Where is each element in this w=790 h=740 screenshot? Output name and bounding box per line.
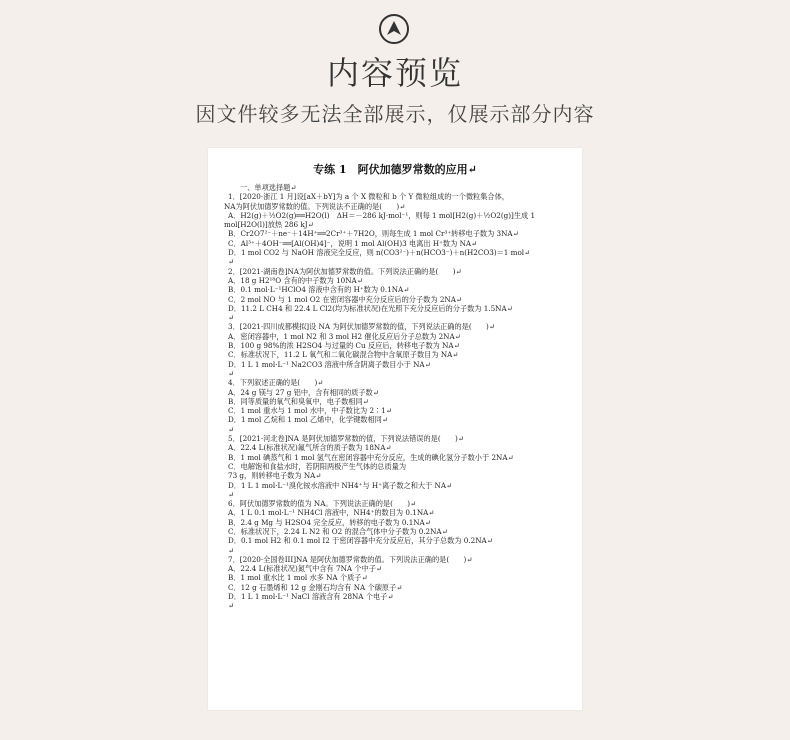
doc-line: 5．[2021·河北卷]NA 是阿伏加德罗常数的值，下列说法错误的是( )↵ <box>228 434 464 444</box>
doc-line: 7．[2020·全国卷III]NA 是阿伏加德罗常数的值。下列说法正确的是( )↵ <box>228 554 473 564</box>
document-body <box>208 183 582 611</box>
doc-line: 1．[2020·浙江 1 月]设[aX＋bY]为 a 个 X 微粒和 b 个 Y 微粒组成的一个微粒集合体， <box>228 192 509 202</box>
doc-line: B．100 g 98%的浓 H2SO4 与过量的 Cu 反应后，转移电子数为 NA↵ <box>228 341 460 351</box>
doc-line: ↵ <box>228 489 235 499</box>
doc-line: D．1 L 1 mol·L⁻¹ Na2CO3 溶液中所含阴离子数目小于 NA↵ <box>228 359 431 369</box>
doc-line: C．Al³⁺＋4OH⁻══[Al(OH)4]⁻，说明 1 mol Al(OH)3 电离出 H⁺数为 NA↵ <box>228 238 478 248</box>
document-preview <box>208 148 582 710</box>
doc-line: 6．阿伏加德罗常数的值为 NA。下列说法正确的是( )↵ <box>228 499 417 509</box>
doc-line: 2．[2021·湖南卷]NA为阿伏加德罗常数的值。下列说法正确的是( )↵ <box>228 266 462 276</box>
doc-line: D．0.1 mol H2 和 0.1 mol I2 于密闭容器中充分反应后，其分子总数为 0.2NA↵ <box>228 536 493 546</box>
doc-line: C．标准状况下，2.24 L N2 和 O2 的混合气体中分子数为 0.2NA↵ <box>228 526 448 536</box>
doc-line: A．24 g 镁与 27 g 铝中，含有相同的质子数↵ <box>228 387 379 397</box>
doc-line: C．12 g 石墨烯和 12 g 金刚石均含有 NA 个碳原子↵ <box>228 582 403 592</box>
doc-line: C．电解饱和食盐水时，若阴阳两极产生气体的总质量为 <box>228 461 407 471</box>
doc-line: D．1 L 1 mol·L⁻¹溴化铵水溶液中 NH4⁺与 H⁺离子数之和大于 NA↵ <box>228 480 453 490</box>
doc-line: ↵ <box>228 257 235 267</box>
doc-line: A．H2(g)＋½O2(g)══H2O(l) ΔH＝－286 kJ·mol⁻¹，则每 1 mol[H2(g)＋½O2(g)]生成 1 <box>228 210 536 220</box>
doc-line: D．1 L 1 mol·L⁻¹ NaCl 溶液含有 28NA 个电子↵ <box>228 592 394 602</box>
doc-line: B．2.4 g Mg 与 H2SO4 完全反应，转移的电子数为 0.1NA↵ <box>228 517 431 527</box>
doc-line: NA为阿伏加德罗常数的值。下列说法不正确的是( )↵ <box>224 201 406 211</box>
page-title: 内容预览 <box>326 54 463 92</box>
page-subtitle: 因文件较多无法全部展示，仅展示部分内容 <box>195 102 595 126</box>
doc-line: B．Cr2O7²⁻＋ne⁻＋14H⁺══2Cr³⁺＋7H2O，则每生成 1 mol Cr³⁺转移电子数为 3NA↵ <box>228 229 519 239</box>
doc-line: C．2 mol NO 与 1 mol O2 在密闭容器中充分反应后的分子数为 2NA↵ <box>228 294 462 304</box>
doc-line: ↵ <box>228 545 235 555</box>
doc-line: 4．下列叙述正确的是( )↵ <box>228 378 324 388</box>
doc-line: 一、单项选择题↵ <box>240 183 297 192</box>
doc-line: B．1 mol 重水比 1 mol 水多 NA 个质子↵ <box>228 573 368 583</box>
doc-line: A．22.4 L(标准状况)氟气所含的质子数为 18NA↵ <box>228 443 392 453</box>
doc-line: A．22.4 L(标准状况)氮气中含有 7NA 个中子↵ <box>228 564 382 574</box>
doc-line: ↵ <box>228 368 235 378</box>
doc-line: A．密闭容器中，1 mol N2 和 3 mol H2 催化反应后分子总数为 2NA↵ <box>228 331 461 341</box>
doc-line: A．1 L 0.1 mol·L⁻¹ NH4Cl 溶液中，NH4⁺的数目为 0.1NA↵ <box>228 508 435 518</box>
doc-line: C．1 mol 重水与 1 mol 水中，中子数比为 2∶1↵ <box>228 406 392 416</box>
doc-line: A．18 g H2¹⁸O 含有的中子数为 10NA↵ <box>228 275 363 285</box>
doc-line: D．1 mol CO2 与 NaOH 溶液完全反应，则 n(CO3²⁻)＋n(HCO3⁻)＋n(H2CO3)＝1 mol↵ <box>228 248 531 258</box>
doc-line: ↵ <box>228 424 235 434</box>
doc-line: B．1 mol 碘蒸气和 1 mol 氢气在密闭容器中充分反应，生成的碘化氢分子数小于 2NA↵ <box>228 452 514 462</box>
doc-line: 3．[2021·四川成都模拟]设 NA 为阿伏加德罗常数的值，下列说法正确的是( )↵ <box>228 322 495 332</box>
doc-line: B．0.1 mol·L⁻¹HClO4 溶液中含有的 H⁺数为 0.1NA↵ <box>228 285 410 295</box>
doc-line: 73 g，则转移电子数为 NA↵ <box>228 471 322 481</box>
doc-line: mol[H2O(l)]放热 286 kJ↵ <box>224 220 314 230</box>
doc-line: D．11.2 L CH4 和 22.4 L Cl2(均为标准状况)在光照下充分反应后的分子数为 1.5NA↵ <box>228 303 513 313</box>
logo-up-arrow-icon <box>379 14 409 44</box>
doc-line: ↵ <box>228 601 235 611</box>
document-title: 专练 1 阿伏加德罗常数的应用↵ <box>313 163 477 176</box>
doc-line: ↵ <box>228 313 235 323</box>
doc-line: D．1 mol 乙烷和 1 mol 乙烯中，化学键数相同↵ <box>228 415 388 425</box>
doc-line: C．标准状况下，11.2 L 氧气和二氧化碳混合物中含氧原子数目为 NA↵ <box>228 350 459 360</box>
doc-line: B．同等质量的氧气和臭氧中，电子数相同↵ <box>228 396 369 406</box>
